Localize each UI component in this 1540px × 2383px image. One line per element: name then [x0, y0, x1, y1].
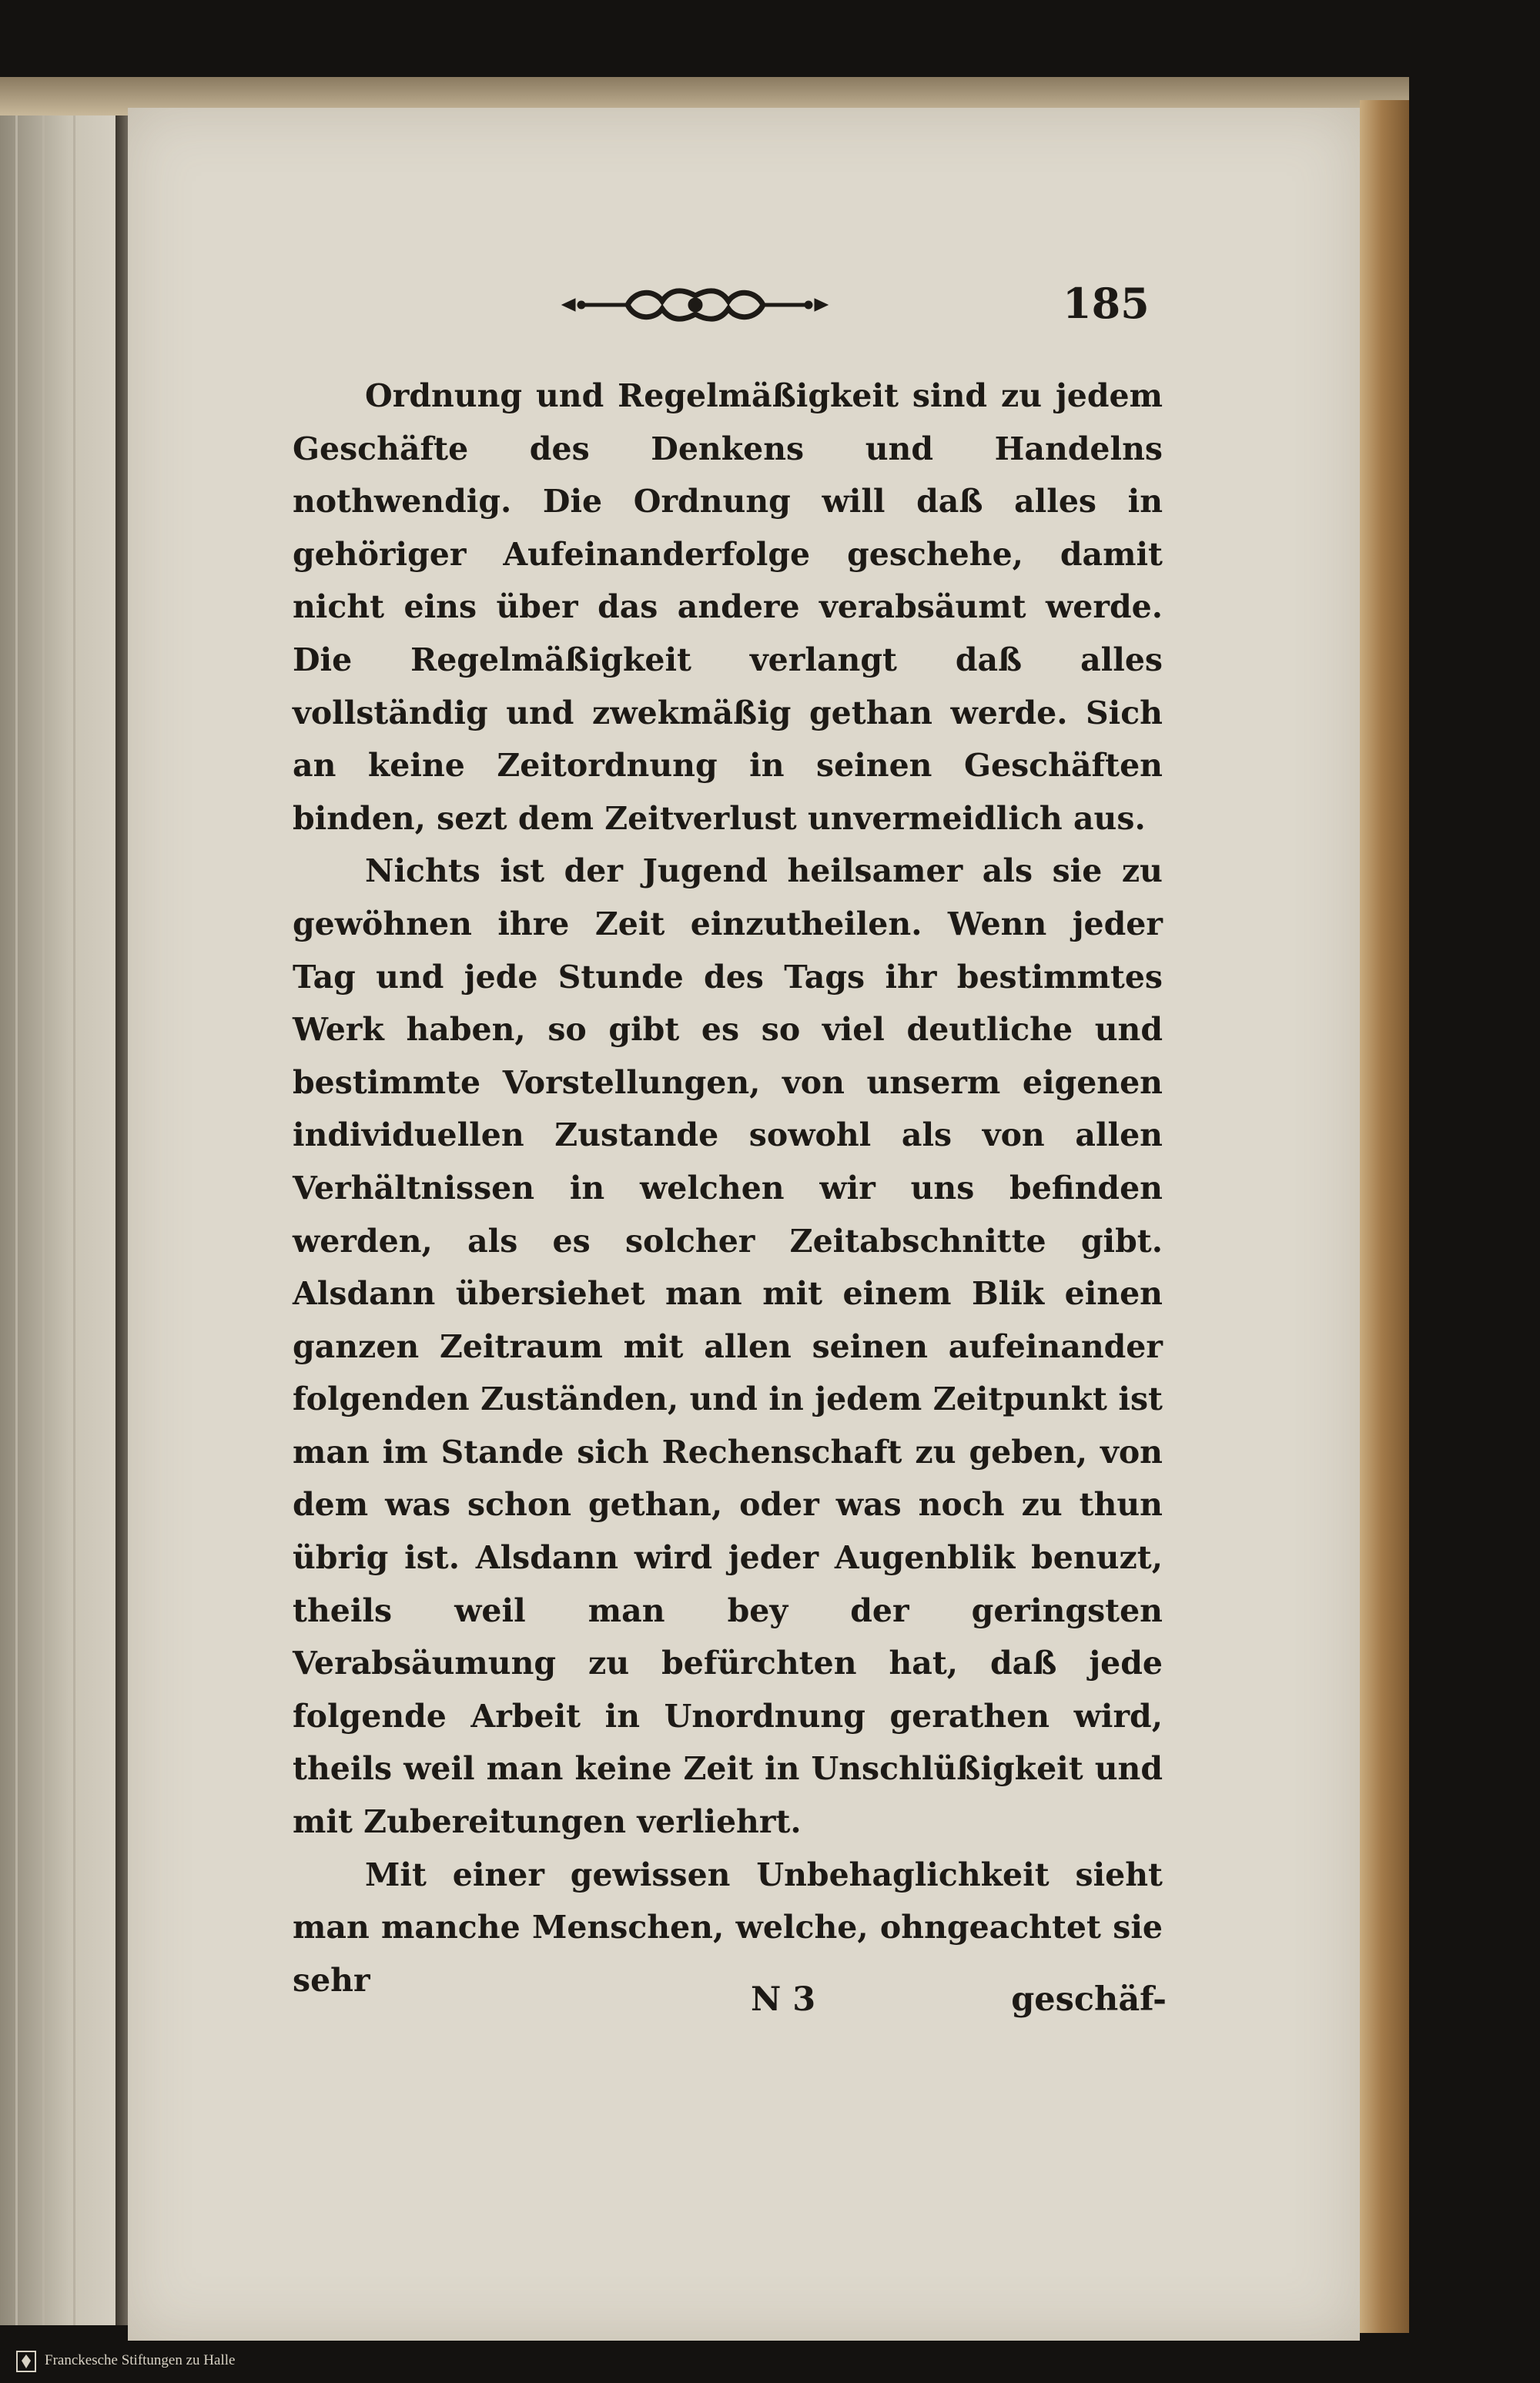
- signature-mark: N 3: [751, 1980, 816, 2019]
- facing-page-edge: [0, 77, 116, 2325]
- book-cover-edge: [1360, 100, 1409, 2333]
- page-edge-line: [42, 77, 45, 2325]
- catchword: geschäf-: [1011, 1980, 1167, 2019]
- body-text: [293, 370, 1163, 2006]
- paragraph: Ordnung und Regelmäßigkeit sind zu jedem Geschäfte des Denkens und Handelns nothwendig. Die Ordnung will daß alles in gehöriger Aufeinanderfolge geschehe, damit nicht eins über das andere verabsäumt werde. Die Regelmäßigkeit verlangt daß alles vollständig und zwekmäßig gethan werde. Sich an keine Zeitordnung in seinen Geschäften binden, sezt dem Zeitverlust unvermeidlich aus.: [293, 377, 1163, 837]
- page-edge-line: [15, 77, 18, 2325]
- printer-ornament: [558, 282, 832, 328]
- paragraph: Nichts ist der Jugend heilsamer als sie zu gewöhnen ihre Zeit einzutheilen. Wenn jeder Tag und jede Stunde des Tags ihr bestimmtes Werk haben, so gibt es so viel deutliche und bestimmte Vorstellungen, von unserm eigenen individuellen Zustande sowohl als von allen Verhältnissen in welchen wir uns befinden werden, als es solcher Zeitabschnitte gibt. Alsdann übersiehet man mit einem Blik einen ganzen Zeitraum mit allen seinen aufeinander folgenden Zuständen, und in jedem Zeitpunkt ist man im Stande sich Rechenschaft zu geben, von dem was schon gethan, oder was noch zu thun übrig ist. Alsdann wird jeder Augenblik benuzt, theils weil man bey der geringsten Verabsäumung zu befürchten hat, daß jede folgende Arbeit in Unordnung gerathen wird, theils weil man keine Zeit in Unschlüßigkeit und mit Zubereitungen verliehrt.: [293, 852, 1163, 1841]
- page-edge-line: [73, 77, 75, 2325]
- page-footer-line: [751, 1980, 1167, 2019]
- book-gutter: [116, 77, 128, 2325]
- archive-credit: Franckesche Stiftungen zu Halle: [45, 2352, 236, 2368]
- paragraph: Mit einer gewissen Unbehaglichkeit sieht man manche Menschen, welche, ohngeachtet sie sehr: [293, 1856, 1163, 1999]
- page-number: 185: [1063, 279, 1150, 328]
- archive-logo-icon: [15, 2350, 37, 2373]
